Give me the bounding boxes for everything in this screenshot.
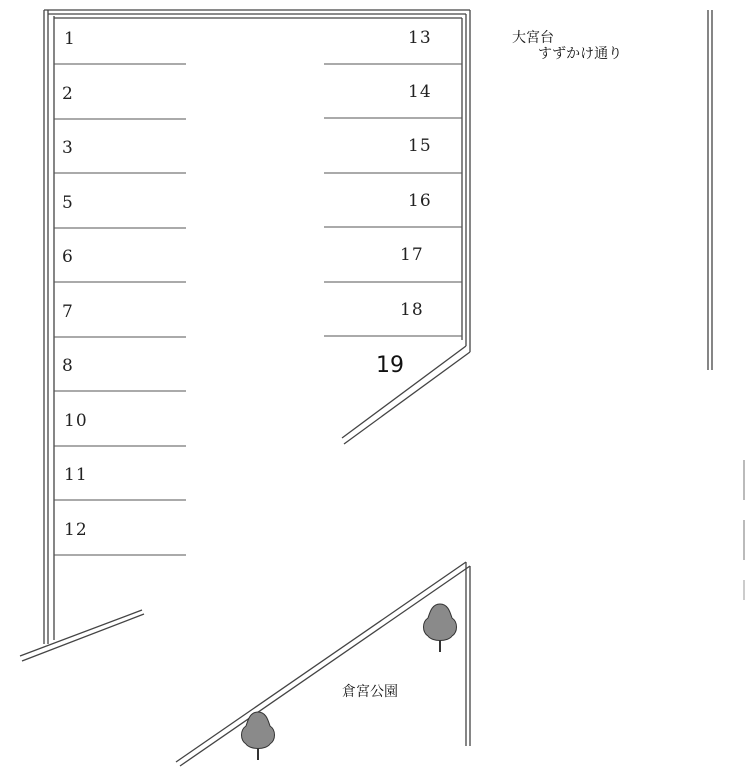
space-number: 5 [62,193,74,213]
space-number: 2 [62,84,74,104]
left-space-labels [62,29,88,540]
space-number: 17 [400,245,424,265]
space-number: 11 [64,465,88,485]
right-space-dividers [324,64,462,336]
space-number: 18 [400,300,424,320]
space-number: 12 [64,520,88,540]
space-number: 7 [62,302,74,322]
space-number: 15 [408,136,432,156]
space-number: 6 [62,247,74,267]
park-boundary [176,562,470,766]
street-label-line2: すずかけ通り [538,46,623,62]
corner-space-number: 19 [376,353,404,378]
space-number: 13 [408,28,432,48]
space-number: 3 [62,138,74,158]
space-number: 14 [408,82,432,102]
street-boundary [708,10,712,370]
street-label-line1: 大宮台 [512,30,554,46]
space-number: 1 [64,29,76,49]
space-number: 10 [64,411,88,431]
space-number: 16 [408,191,432,211]
space-number: 8 [62,356,74,376]
park-label: 倉宮公園 [342,684,398,700]
tree-icon [242,712,275,760]
right-space-labels [400,28,432,320]
tree-icon [424,604,457,652]
